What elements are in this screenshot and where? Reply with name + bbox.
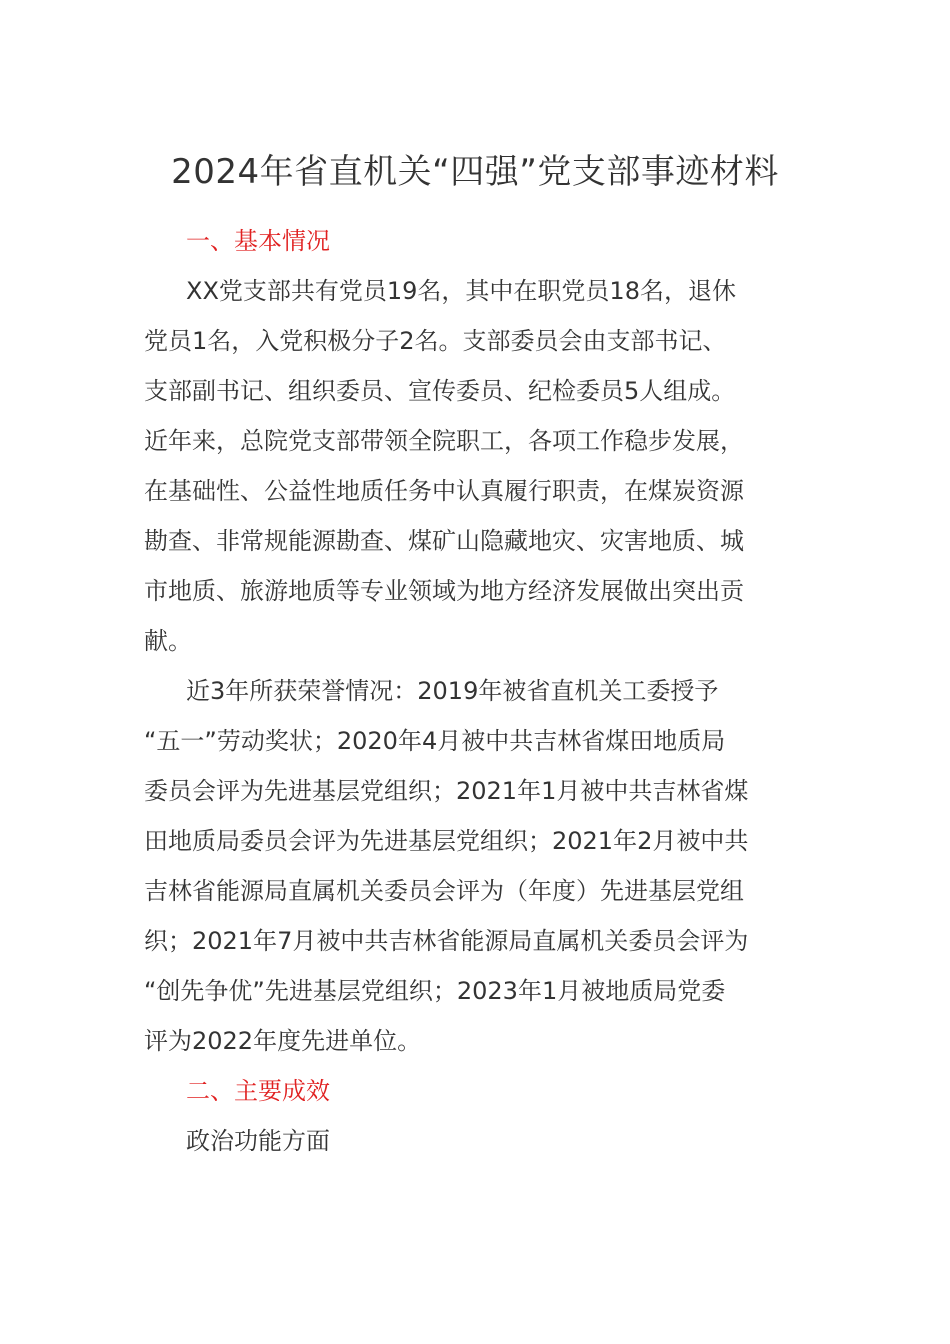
section-main-results — [144, 1066, 806, 1166]
text-line: 市地质、旅游地质等专业领域为地方经济发展做出突出贡 — [144, 577, 744, 605]
text-line: 支部副书记、组织委员、宣传委员、纪检委员5人组成。 — [144, 377, 736, 405]
text-line: 委员会评为先进基层党组织；2021年1月被中共吉林省煤 — [144, 777, 749, 805]
section-basic-info — [144, 216, 806, 1066]
document-page — [144, 146, 806, 1166]
section-heading-basic-info: 一、基本情况 — [186, 227, 330, 255]
text-line: 勘查、非常规能源勘查、煤矿山隐藏地灾、灾害地质、城 — [144, 527, 744, 555]
paragraph-political-function — [144, 1116, 806, 1166]
text-line: 田地质局委员会评为先进基层党组织；2021年2月被中共 — [144, 827, 749, 855]
text-line: 近年来，总院党支部带领全院职工，各项工作稳步发展， — [144, 427, 744, 455]
paragraph-branch-overview — [144, 266, 806, 666]
text-line: 献。 — [144, 627, 192, 655]
text-line: 政治功能方面 — [186, 1127, 330, 1155]
text-line: 评为2022年度先进单位。 — [144, 1027, 422, 1055]
text-line: 吉林省能源局直属机关委员会评为（年度）先进基层党组 — [144, 877, 744, 905]
paragraph-honors — [144, 666, 806, 1066]
text-line: 近3年所获荣誉情况：2019年被省直机关工委授予 — [186, 677, 719, 705]
section-heading-main-results: 二、主要成效 — [186, 1077, 330, 1105]
text-line: “创先争优”先进基层党组织；2023年1月被地质局党委 — [144, 977, 726, 1005]
text-line: 织；2021年7月被中共吉林省能源局直属机关委员会评为 — [144, 927, 749, 955]
text-line: XX党支部共有党员19名，其中在职党员18名，退休 — [186, 277, 736, 305]
document-title: 2024年省直机关“四强”党支部事迹材料 — [171, 152, 779, 192]
text-line: 在基础性、公益性地质任务中认真履行职责，在煤炭资源 — [144, 477, 744, 505]
text-line: “五一”劳动奖状；2020年4月被中共吉林省煤田地质局 — [144, 727, 726, 755]
text-line: 党员1名，入党积极分子2名。支部委员会由支部书记、 — [144, 327, 727, 355]
